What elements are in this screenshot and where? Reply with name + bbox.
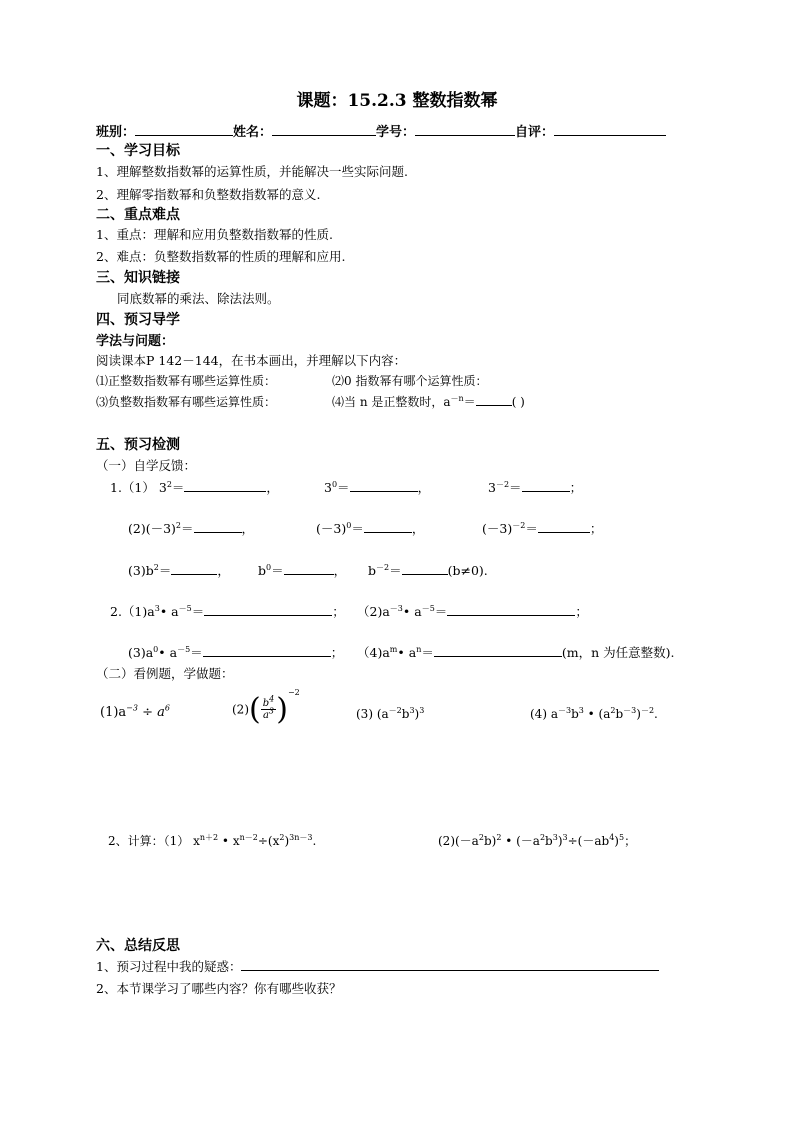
knowledge-link-text: 同底数幂的乘法、除法法则。	[117, 291, 280, 306]
goal-1: 1、理解整数指数幂的运算性质，并能解决一些实际问题.	[96, 164, 408, 179]
blank-2-3[interactable]	[203, 644, 331, 657]
blank-1-1c[interactable]	[522, 479, 570, 492]
eval-label: 自评：	[515, 125, 555, 140]
class-label: 班别：	[96, 125, 136, 140]
example-1: $(1)a^{-3} \div a^6$	[100, 703, 170, 720]
exercise-1-3c: $b^{-2}= (b\ne 0)$.	[368, 562, 488, 578]
question-4: ⑷当 n 是正整数时，$a^{-n}=$ ( )	[332, 394, 525, 409]
section-3-heading: 三、知识链接	[96, 270, 180, 286]
blank-1-1b[interactable]	[350, 479, 418, 492]
exercise-1-2b: $(-3)^0=$ ，	[316, 520, 425, 536]
page-title: 课题：15.2.3 整数指数幂	[296, 91, 498, 111]
exercise-1-2a: $(2)(-3)^2=$ ，	[128, 520, 255, 536]
key-point-2: 2、难点：负整数指数幂的性质的理解和应用.	[96, 249, 346, 264]
student-info-line	[96, 121, 666, 140]
exercise-1-1c: $3^{-2}=$ ；	[488, 479, 583, 495]
eval-blank[interactable]	[554, 123, 666, 136]
example-2: (2)( $\frac{b^4}{a^3}$ )$^{-2}$	[232, 688, 300, 727]
id-blank[interactable]	[415, 123, 515, 136]
exercise-1-1b: $3^0=$ ，	[324, 479, 431, 495]
exercise-2-2: $(2)a^{-3}•$ $a^{-5}=$ ；	[357, 603, 588, 619]
name-label: 姓名：	[233, 125, 273, 140]
blank-1-2a[interactable]	[194, 520, 242, 533]
exercise-1-3a: $(3)b^2=$ ，	[128, 562, 230, 578]
method-subheading: 学法与问题：	[96, 334, 175, 349]
examples-label: （二）看例题，学做题：	[96, 666, 234, 681]
question-1: ⑴正整数指数幂有哪些运算性质：	[96, 374, 277, 388]
example-4: (4) $a^{-3}b^3$ • $(a^2b^{-3})^{-2}$.	[530, 706, 658, 721]
exercise-2-3: $(3)a^0•$ $a^{-5}=$ ；	[128, 644, 344, 660]
reading-intro: 阅读课本P 142－144，在书本画出，并理解以下内容：	[96, 353, 407, 368]
blank-2-4[interactable]	[434, 644, 562, 657]
reflection-2: 2、本节课学习了哪些内容？你有哪些收获？	[96, 981, 342, 996]
reflection-1: 1、预习过程中我的疑惑：	[96, 957, 659, 975]
blank-1-2c[interactable]	[538, 520, 590, 533]
section-4-heading: 四、预习导学	[96, 312, 180, 328]
calc-1: 2、计算：（1） $x^{n+2}$ • $x^{n-2}\div(x^2)^{3n-3}$.	[108, 833, 317, 848]
blank-1-2b[interactable]	[364, 520, 412, 533]
blank-1-1a[interactable]	[184, 479, 266, 492]
calc-2: $(2)(-a^2b)^2$ • $(-a^2b^3)^3\div(-ab^4)^5$；	[438, 833, 637, 848]
class-blank[interactable]	[135, 123, 233, 136]
section-6-heading: 六、总结反思	[96, 938, 180, 954]
blank-1-3a[interactable]	[171, 562, 217, 575]
exercise-2-4: $(4)a^m•$ $a^n= (m$，n 为任意整数).	[357, 644, 675, 660]
exercise-1-3b: $b^0=$ ，	[258, 562, 347, 578]
example-3: (3) $(a^{-2}b^3)^3$	[356, 706, 425, 721]
key-point-1: 1、重点：理解和应用负整数指数幂的性质.	[96, 227, 333, 242]
name-blank[interactable]	[272, 123, 376, 136]
blank-2-1[interactable]	[204, 603, 332, 616]
section-1-heading: 一、学习目标	[96, 143, 180, 159]
question-4-blank[interactable]	[476, 393, 512, 406]
section-5-heading: 五、预习检测	[96, 437, 180, 453]
goal-2: 2、理解零指数幂和负整数指数幂的意义.	[96, 187, 321, 202]
exercise-1-2c: $(-3)^{-2}=$ ；	[482, 520, 603, 536]
question-2: ⑵0 指数幂有哪个运算性质：	[332, 374, 488, 388]
blank-1-3b[interactable]	[284, 562, 334, 575]
blank-2-2[interactable]	[447, 603, 575, 616]
reflection-1-blank[interactable]	[241, 958, 659, 971]
id-label: 学号：	[376, 125, 416, 140]
section-2-heading: 二、重点难点	[96, 207, 180, 223]
self-feedback-label: （一）自学反馈：	[96, 458, 197, 473]
exercise-2-1: $2.(1)a^3•$ $a^{-5}=$ ；	[110, 603, 345, 619]
blank-1-3c[interactable]	[402, 562, 448, 575]
question-3: ⑶负整数指数幂有哪些运算性质：	[96, 395, 277, 409]
exercise-1-1: 1.（1） $3^2=$ ，	[110, 479, 279, 495]
